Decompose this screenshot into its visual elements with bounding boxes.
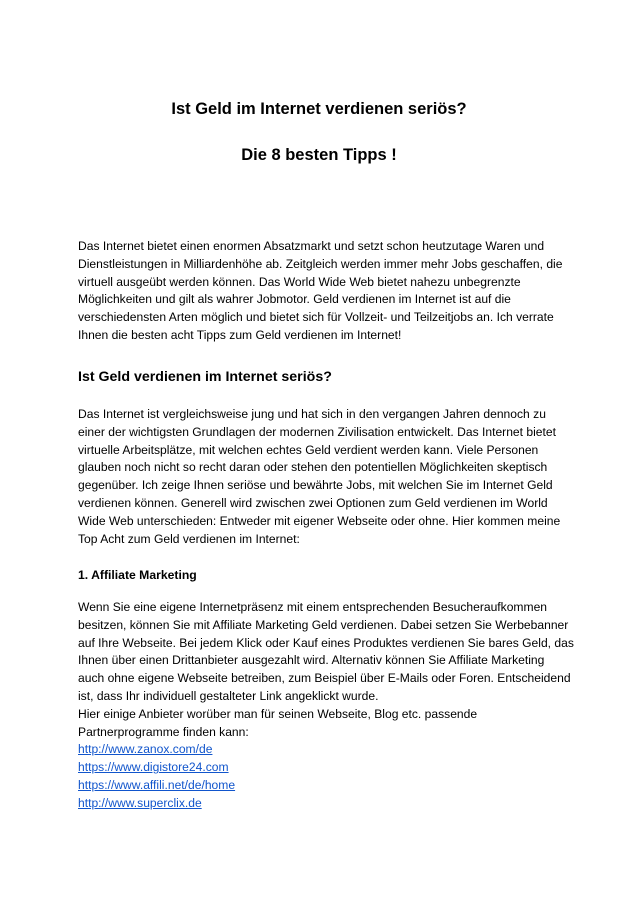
section-line: virtuelle Arbeitsplätze, mit welchen echtes Geld verdient werden kann. Viele Personen — [78, 442, 539, 457]
section-line: einer der wichtigsten Grundlagen der modernen Zivilisation entwickelt. Das Internet bietet — [78, 424, 556, 439]
section-heading-serioes: Ist Geld verdienen im Internet seriös? — [78, 369, 332, 385]
intro-line: Dienstleistungen in Milliardenhöhe ab. Zeitgleich werden immer mehr Jobs geschaffen, die — [78, 256, 563, 271]
affiliate-line: Partnerprogramme finden kann: — [78, 724, 249, 739]
section-line: Top Acht zum Geld verdienen im Internet: — [78, 531, 300, 546]
section-line: Wide Web unterschieden: Entweder mit eigener Webseite oder ohne. Hier kommen meine — [78, 513, 561, 528]
affiliate-line: Ihnen über einen Drittanbieter ausgezahlt wird. Alternativ können Sie Affiliate Marketing — [78, 653, 545, 668]
section-line: glauben noch nicht so recht daran oder stehen den potentiellen Möglichkeiten skeptisch — [78, 460, 548, 475]
link-superclix[interactable]: http://www.superclix.de — [78, 795, 202, 810]
link-digistore24[interactable]: https://www.digistore24.com — [78, 760, 229, 775]
section-line: gegenüber. Ich zeige Ihnen seriöse und bewährte Jobs, mit welchen Sie im Internet Geld — [78, 478, 553, 493]
document-subtitle: Die 8 besten Tipps ! — [241, 146, 397, 164]
affiliate-line: besitzen, können Sie mit Affiliate Marketing Geld verdienen. Dabei setzen Sie Werbebanner — [78, 617, 569, 632]
section-line: verdienen können. Generell wird zwischen zwei Optionen zum Geld verdienen im World — [78, 495, 548, 510]
intro-paragraph — [78, 238, 568, 345]
intro-line: Ihnen die besten acht Tipps zum Geld verdienen im Internet! — [78, 327, 402, 342]
affiliate-line: Hier einige Anbieter worüber man für seinen Webseite, Blog etc. passende — [78, 706, 478, 721]
affiliate-paragraph — [78, 599, 574, 813]
intro-line: verschiedensten Arten möglich und bietet sich für Vollzeit- und Teilzeitjobs an. Ich verrate — [78, 310, 554, 325]
affiliate-line: ist, dass Ihr individuell gestalteter Link angeklickt wurde. — [78, 688, 379, 703]
affiliate-marketing-heading: 1. Affiliate Marketing — [78, 568, 197, 582]
intro-line: Das Internet bietet einen enormen Absatzmarkt und setzt schon heutzutage Waren und — [78, 239, 545, 253]
section-paragraph — [78, 406, 568, 548]
intro-line: Möglichkeiten und gilt als wahrer Jobmotor. Geld verdienen im Internet ist auf die — [78, 292, 511, 307]
affiliate-line: auch ohne eigene Webseite betreiben, zum Beispiel über E-Mails oder Foren. Entscheidend — [78, 671, 571, 686]
link-affilinet[interactable]: https://www.affili.net/de/home — [78, 777, 236, 792]
intro-line: virtuell ausgeübt werden können. Das World Wide Web bietet nahezu unbegrenzte — [78, 274, 521, 289]
document-title: Ist Geld im Internet verdienen seriös? — [171, 100, 467, 118]
section-line: Das Internet ist vergleichsweise jung und hat sich in den vergangen Jahren dennoch zu — [78, 407, 546, 421]
link-zanox[interactable]: http://www.zanox.com/de — [78, 742, 213, 757]
affiliate-line: Wenn Sie eine eigene Internetpräsenz mit einem entsprechenden Besucheraufkommen — [78, 600, 548, 614]
affiliate-line: auf Ihre Webseite. Bei jedem Klick oder Kauf eines Produktes verdienen Sie bares Geld, das — [78, 635, 574, 650]
